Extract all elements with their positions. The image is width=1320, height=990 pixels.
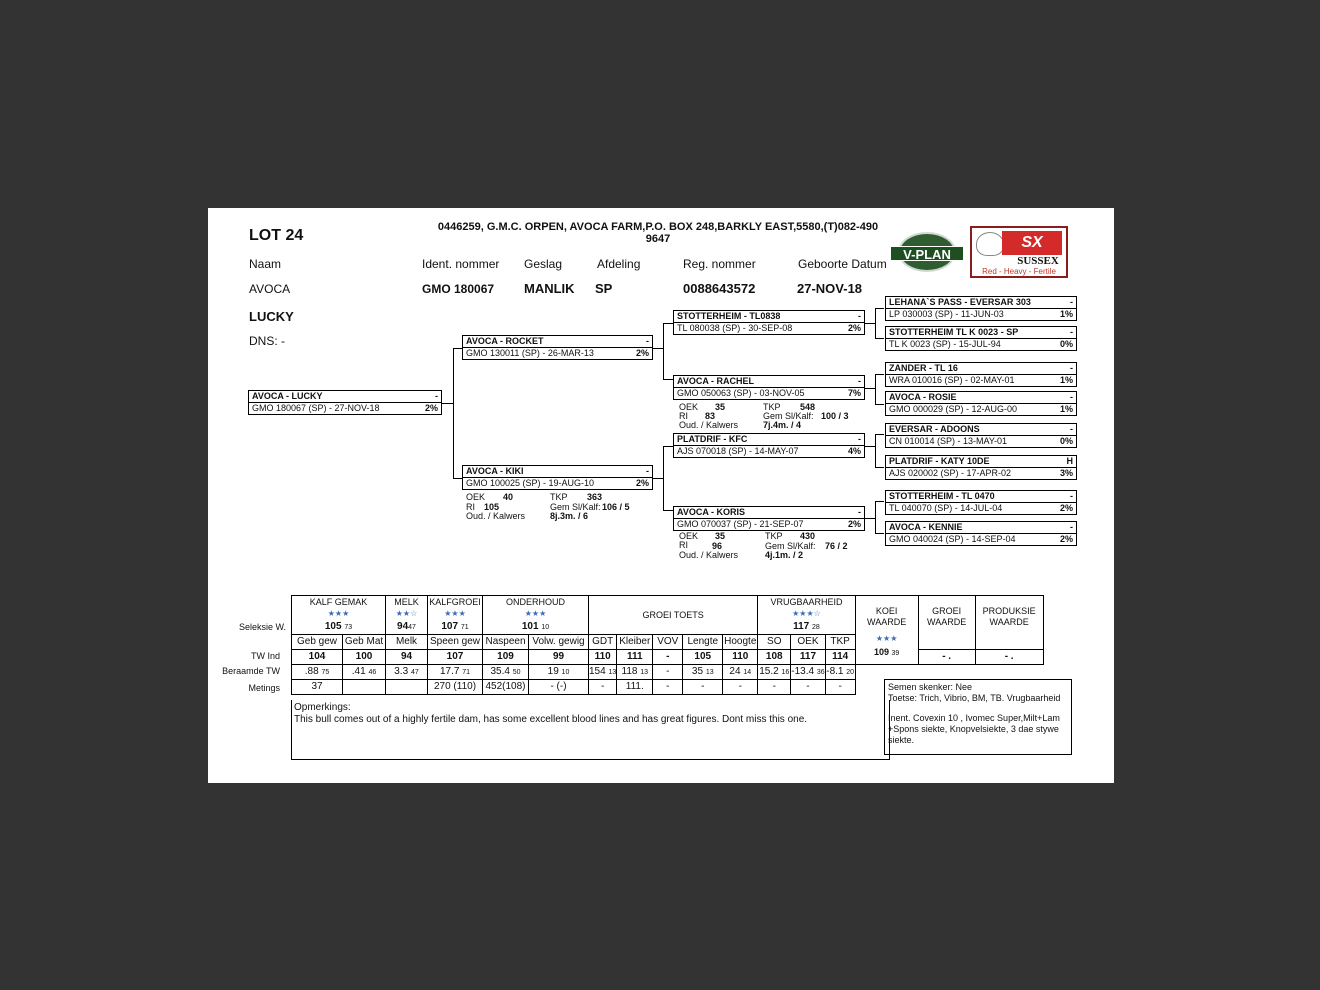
beraamde-row (292, 665, 1044, 680)
toetse-text: Toetse: Trich, Vibrio, BM, TB. Vrugbaarheid (888, 693, 1061, 703)
sel-kalfgroei: 107 71 (428, 620, 483, 635)
col-header: SO (758, 635, 791, 650)
col-header: Geb Mat (343, 635, 386, 650)
pedigree-g1: LEHANA`S PASS - EVERSAR 303 - LP 030003 (SP) - 11-JUN-03 1% (885, 296, 1077, 321)
header-ident: Ident. nommer (422, 257, 500, 271)
metings-cell: 452(108) (483, 680, 529, 695)
breeder-line-2: 9647 (645, 233, 671, 245)
animal-ident: GMO 180067 (422, 282, 495, 296)
tw-ind-cell: 99 (529, 650, 589, 665)
tw-ind-row (292, 650, 1044, 665)
col-header: VOV (653, 635, 683, 650)
col-header: TKP (825, 635, 855, 650)
lot-number: LOT 24 (249, 227, 304, 244)
inent-text: Inent. Covexin 10 , Ivomec Super,Milt+Lam +Spons siekte, Knopvelsiekte, 3 dae stywe siekte. (888, 713, 1060, 745)
pedigree-sire-dam: AVOCA - RACHEL - GMO 050063 (SP) - 03-NOV-05 7% (673, 375, 865, 400)
animal-name-1: AVOCA (249, 282, 291, 296)
tw-ind-cell: 111 (617, 650, 653, 665)
beraamde-cell: 3.3 47 (386, 665, 428, 680)
metings-cell (386, 680, 428, 695)
header-geslag: Geslag (524, 257, 563, 271)
remarks-text: This bull comes out of a highly fertile dam, has some excellent blood lines and has great figures. Dont miss this one. (294, 714, 808, 725)
col-header: Volw. gewig (529, 635, 589, 650)
header-naam: Naam (249, 257, 282, 271)
beraamde-cell: 17.7 71 (428, 665, 483, 680)
group-kalfgroei: KALFGROEI ★★★ (429, 597, 481, 618)
metings-cell: - (758, 680, 791, 695)
groei-waarde: GROEI WAARDE (918, 596, 975, 650)
sale-sheet (208, 208, 1114, 783)
sel-kalf-gemak: 105 73 (292, 620, 386, 635)
metings-cell: 111. (617, 680, 653, 695)
beraamde-cell: 35 13 (683, 665, 723, 680)
row-label-tw-ind: TW Ind (250, 651, 280, 661)
health-box (884, 679, 1072, 755)
metings-cell: - (825, 680, 855, 695)
pedigree-g6: PLATDRIF - KATY 10DE H AJS 020002 (SP) - 17-APR-02 3% (885, 455, 1077, 480)
sel-melk: 9447 (386, 620, 428, 635)
metings-cell: - (-) (529, 680, 589, 695)
beraamde-cell: 15.2 16 (758, 665, 791, 680)
animal-geslag: MANLIK (524, 281, 575, 296)
tw-ind-groei-value: - . (918, 650, 975, 665)
semen-text: Semen skenker: Nee (888, 682, 973, 692)
metings-cell: - (589, 680, 617, 695)
header-reg: Reg. nommer (683, 257, 756, 271)
tw-ind-cell: 94 (386, 650, 428, 665)
breeder-line-1: 0446259, G.M.C. ORPEN, AVOCA FARM,P.O. BOX 248,BARKLY EAST,5580,(T)082-490 (437, 221, 879, 233)
metings-cell: 270 (110) (428, 680, 483, 695)
tw-ind-cell: 104 (292, 650, 343, 665)
beraamde-cell: 24 14 (723, 665, 758, 680)
row-label-seleksie: Seleksie W. (238, 622, 286, 632)
pedigree-self: AVOCA - LUCKY - GMO 180067 (SP) - 27-NOV-18 2% (248, 390, 442, 415)
pedigree-g4: AVOCA - ROSIE - GMO 000029 (SP) - 12-AUG-00 1% (885, 391, 1077, 416)
remarks-label: Opmerkings: (294, 702, 351, 713)
pedigree-dam-dam: AVOCA - KORIS - GMO 070037 (SP) - 21-SEP-07 2% (673, 506, 865, 531)
tw-ind-cell: 105 (683, 650, 723, 665)
stats-koris: OEK 35 TKP 430 RI 96 Gem Sl/Kalf: 76 / 2 Oud. / Kalwers 4j.1m. / 2 (679, 531, 848, 560)
pedigree-g8: AVOCA - KENNIE - GMO 040024 (SP) - 14-SEP-04 2% (885, 521, 1077, 546)
remarks-box (291, 700, 890, 760)
beraamde-cell: .88 75 (292, 665, 343, 680)
col-header: Geb gew (292, 635, 343, 650)
col-header: Lengte (683, 635, 723, 650)
beraamde-cell: 35.4 50 (483, 665, 529, 680)
beraamde-cell: -13.4 36 (791, 665, 825, 680)
beraamde-cell: 19 10 (529, 665, 589, 680)
pedigree-g2: STOTTERHEIM TL K 0023 - SP - TL K 0023 (SP) - 15-JUL-94 0% (885, 326, 1077, 351)
metings-cell: - (653, 680, 683, 695)
header-afdeling: Afdeling (597, 257, 641, 271)
group-onderhoud: ONDERHOUD ★★★ (483, 596, 589, 621)
tw-ind-cell: 100 (343, 650, 386, 665)
produksie-waarde: PRODUKSIE WAARDE (975, 596, 1043, 650)
tw-ind-cell: 110 (589, 650, 617, 665)
group-groei-toets: GROEI TOETS (589, 596, 758, 635)
pedigree-g5: EVERSAR - ADOONS - CN 010014 (SP) - 13-MAY-01 0% (885, 423, 1077, 448)
group-vrugbaarheid: VRUGBAARHEID ★★★☆ (758, 596, 855, 621)
tw-ind-cell: 109 (483, 650, 529, 665)
animal-dns: DNS: - (249, 334, 285, 348)
animal-geboorte: 27-NOV-18 (797, 281, 863, 296)
group-melk: MELK ★★☆ (386, 596, 428, 621)
stats-kiki: OEK 40 TKP 363 RI 105 Gem Sl/Kalf: 106 / 5 Oud. / Kalwers 8j.3m. / 6 (466, 492, 630, 521)
sussex-mark: SX (1002, 231, 1062, 255)
pedigree-dam-sire: PLATDRIF - KFC - AJS 070018 (SP) - 14-MAY-07 4% (673, 433, 865, 458)
col-header: Hoogte (723, 635, 758, 650)
col-header: OEK (791, 635, 825, 650)
tw-ind-produksie-value: - . (975, 650, 1043, 665)
metings-cell: - (723, 680, 758, 695)
beraamde-cell: 154 13 (589, 665, 617, 680)
tw-ind-cell: 117 (791, 650, 825, 665)
tw-ind-cell: 107 (428, 650, 483, 665)
sel-onderhoud: 101 10 (483, 620, 589, 635)
metings-cell: - (683, 680, 723, 695)
beraamde-cell: .41 46 (343, 665, 386, 680)
col-header: GDT (589, 635, 617, 650)
pedigree-g7: STOTTERHEIM - TL 0470 - TL 040070 (SP) - 14-JUL-04 2% (885, 490, 1077, 515)
sussex-tagline: Red - Heavy - Fertile (982, 267, 1056, 276)
pedigree-dam: AVOCA - KIKI - GMO 100025 (SP) - 19-AUG-10 2% (462, 465, 653, 490)
beraamde-cell: 118 13 (617, 665, 653, 680)
beraamde-cell: -8.1 20 (825, 665, 855, 680)
header-geboorte: Geboorte Datum (798, 257, 887, 271)
vplan-logo (890, 232, 964, 272)
tw-ind-cell: - (653, 650, 683, 665)
pedigree-g3: ZANDER - TL 16 - WRA 010016 (SP) - 02-MAY-01 1% (885, 362, 1077, 387)
metings-cell: - (791, 680, 825, 695)
sussex-logo (970, 226, 1068, 278)
tw-ind-cell: 114 (825, 650, 855, 665)
tw-ind-cell: 110 (723, 650, 758, 665)
metings-cell (343, 680, 386, 695)
tw-ind-cell: 108 (758, 650, 791, 665)
metings-cell: 37 (292, 680, 343, 695)
col-header: Naspeen (483, 635, 529, 650)
col-header: Kleiber (617, 635, 653, 650)
row-label-metings: Metings (248, 683, 280, 693)
pedigree-sire: AVOCA - ROCKET - GMO 130011 (SP) - 26-MAR-13 2% (462, 335, 653, 360)
vplan-label: V-PLAN (890, 246, 964, 261)
animal-name-2: LUCKY (249, 309, 294, 324)
sussex-text: SUSSEX (1017, 255, 1059, 267)
animal-reg: 0088643572 (683, 281, 756, 296)
group-kalf-gemak: KALF GEMAK ★★★ (292, 596, 386, 621)
col-header: Melk (386, 635, 428, 650)
beraamde-cell: - (653, 665, 683, 680)
pedigree-sire-sire: STOTTERHEIM - TL0838 - TL 080038 (SP) - 30-SEP-08 2% (673, 310, 865, 335)
bull-head-icon (976, 232, 1004, 256)
koei-waarde: KOEI WAARDE ★★★ 109 39 (855, 596, 918, 665)
animal-afdeling: SP (595, 281, 613, 296)
row-label-beraamde: Beraamde TW (222, 666, 280, 676)
col-header: Speen gew (428, 635, 483, 650)
breeder-info (398, 221, 918, 245)
stats-rachel: OEK 35 TKP 548 RI 83 Gem Sl/Kalf: 100 / 3 Oud. / Kalwers 7j.4m. / 4 (679, 402, 849, 430)
sel-vrugbaarheid: 117 28 (758, 620, 855, 635)
